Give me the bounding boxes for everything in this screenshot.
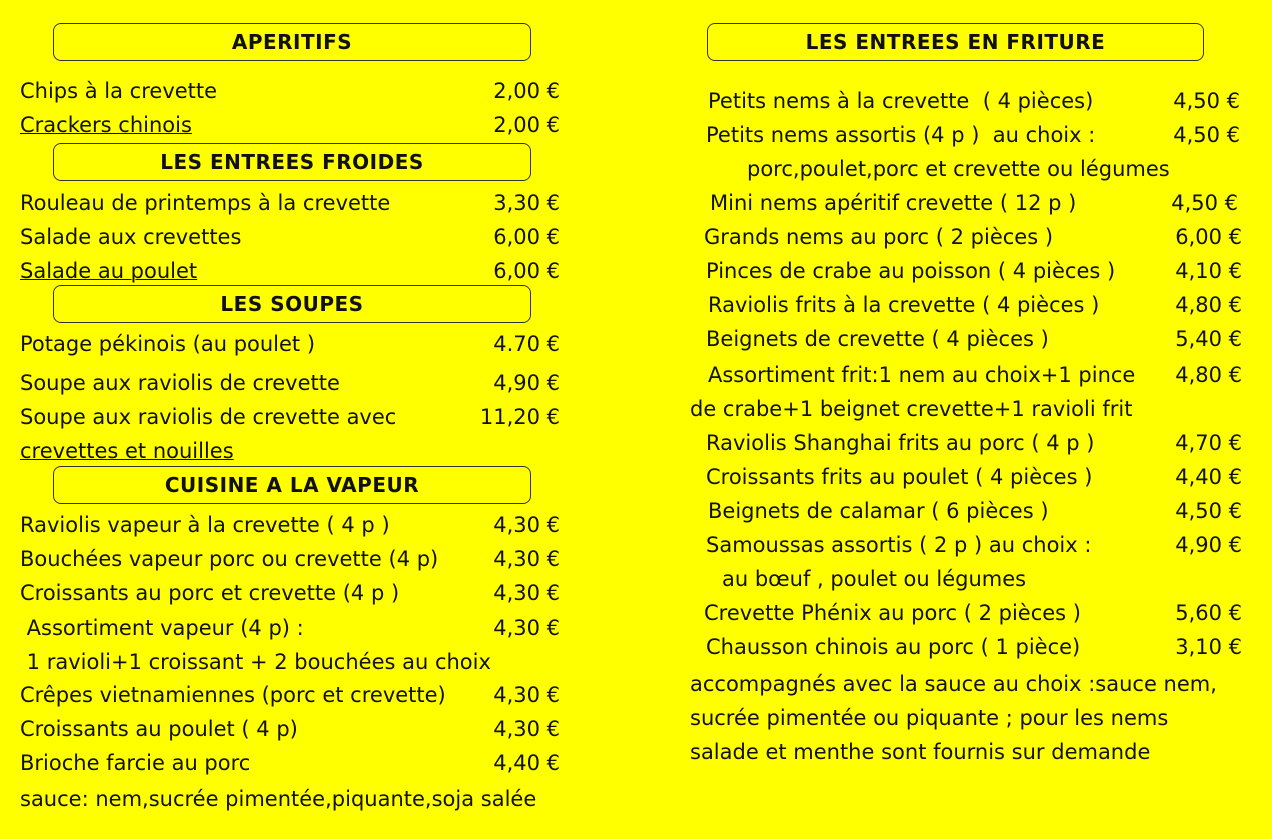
item-continuation: crevettes et nouilles [20,439,234,463]
section-header-vapeur: CUISINE A LA VAPEUR [53,466,531,504]
item-name: Beignets de crevette ( 4 pièces ) [706,327,1049,351]
item-price: 4,30 € [493,717,560,741]
menu-item [704,599,1242,627]
menu-item [20,579,560,607]
item-name: Assortiment frit:1 nem au choix+1 pince [708,363,1136,387]
item-price: 4,80 € [1175,363,1242,387]
menu-item [706,463,1242,491]
menu-item [20,369,560,397]
item-name: Samoussas assortis ( 2 p ) au choix : [706,533,1092,557]
item-continuation: 1 ravioli+1 croissant + 2 bouchées au choix [20,650,491,674]
menu-item [706,121,1240,149]
item-name: Crêpes vietnamiennes (porc et crevette) [20,683,446,707]
section-header-aperitifs: APERITIFS [53,23,531,61]
menu-item [20,545,560,573]
item-name: Beignets de calamar ( 6 pièces ) [708,499,1049,523]
item-name: Assortiment vapeur (4 p) : [20,616,304,640]
item-price: 4,30 € [493,547,560,571]
menu-item [20,77,560,105]
item-name: Rouleau de printemps à la crevette [20,191,391,215]
menu-item [708,497,1242,525]
item-price: 6,00 € [493,225,560,249]
item-name: Soupe aux raviolis de crevette [20,371,340,395]
sauce-note-line: salade et menthe sont fournis sur demande [690,740,1151,764]
menu-item [706,633,1242,661]
menu-item [20,223,560,251]
item-price: 2,00 € [493,79,560,103]
item-price: 4,70 € [1175,431,1242,455]
section-header-entrees-froides: LES ENTREES FROIDES [53,143,531,181]
item-name: Croissants au poulet ( 4 p) [20,717,298,741]
item-name: Petits nems à la crevette ( 4 pièces) [708,89,1094,113]
item-price: 4,50 € [1173,89,1240,113]
menu-item [20,681,560,709]
menu-item [706,257,1242,285]
item-price: 4,10 € [1175,259,1242,283]
menu-item [20,403,560,431]
menu-item [706,429,1242,457]
item-continuation: porc,poulet,porc et crevette ou légumes [747,157,1170,181]
menu-item [20,189,560,217]
item-price: 5,40 € [1175,327,1242,351]
item-name: Raviolis Shanghai frits au porc ( 4 p ) [706,431,1095,455]
sauce-note-line: sucrée pimentée ou piquante ; pour les nems [690,706,1169,730]
item-price: 4,30 € [493,683,560,707]
item-name: Raviolis frits à la crevette ( 4 pièces ) [708,293,1100,317]
menu-item [20,715,560,743]
item-name: Salade aux crevettes [20,225,242,249]
section-header-friture: LES ENTREES EN FRITURE [707,23,1204,61]
sauce-note-line: accompagnés avec la sauce au choix :sauce nem, [690,672,1217,696]
menu-item [708,291,1242,319]
sauce-note: sauce: nem,sucrée pimentée,piquante,soja salée [20,787,537,811]
item-price: 4,50 € [1175,499,1242,523]
item-price: 6,00 € [1175,225,1242,249]
item-name: Crackers chinois [20,113,192,137]
item-continuation: de crabe+1 beignet crevette+1 ravioli frit [690,397,1133,421]
item-name: Grands nems au porc ( 2 pièces ) [704,225,1054,249]
item-price: 4,30 € [493,581,560,605]
menu-item [708,87,1240,115]
item-price: 4,90 € [493,371,560,395]
item-price: 4,40 € [493,751,560,775]
menu-item [706,531,1242,559]
section-header-soupes: LES SOUPES [53,285,531,323]
item-price: 4,80 € [1175,293,1242,317]
menu-item [708,361,1242,389]
item-price: 4,50 € [1171,191,1238,215]
item-name: Chausson chinois au porc ( 1 pièce) [706,635,1081,659]
item-price: 6,00 € [493,259,560,283]
menu-item [20,511,560,539]
item-price: 3,30 € [493,191,560,215]
item-price: 4,40 € [1175,465,1242,489]
item-name: Potage pékinois (au poulet ) [20,332,316,356]
item-name: Salade au poulet [20,259,198,283]
item-name: Crevette Phénix au porc ( 2 pièces ) [704,601,1081,625]
item-name: Brioche farcie au porc [20,751,251,775]
item-name: Chips à la crevette [20,79,218,103]
item-price: 4.70 € [493,332,560,356]
item-name: Raviolis vapeur à la crevette ( 4 p ) [20,513,390,537]
menu-item [20,111,560,139]
item-price: 2,00 € [493,113,560,137]
item-price: 3,10 € [1175,635,1242,659]
item-name: Croissants frits au poulet ( 4 pièces ) [706,465,1093,489]
item-price: 4,30 € [493,513,560,537]
menu-item [710,189,1238,217]
menu-item [20,330,560,358]
menu-item [706,325,1242,353]
menu-item [20,749,560,777]
menu-item [20,257,560,285]
item-price: 11,20 € [479,405,560,429]
item-name: Pinces de crabe au poisson ( 4 pièces ) [706,259,1116,283]
item-name: Mini nems apéritif crevette ( 12 p ) [710,191,1077,215]
item-price: 4,30 € [493,616,560,640]
item-price: 5,60 € [1175,601,1242,625]
item-price: 4,50 € [1173,123,1240,147]
item-name: Petits nems assortis (4 p ) au choix : [706,123,1096,147]
item-continuation: au bœuf , poulet ou légumes [722,567,1027,591]
item-name: Croissants au porc et crevette (4 p ) [20,581,400,605]
item-name: Soupe aux raviolis de crevette avec [20,405,397,429]
item-name: Bouchées vapeur porc ou crevette (4 p) [20,547,439,571]
menu-item [704,223,1242,251]
item-price: 4,90 € [1175,533,1242,557]
menu-item [20,614,560,642]
